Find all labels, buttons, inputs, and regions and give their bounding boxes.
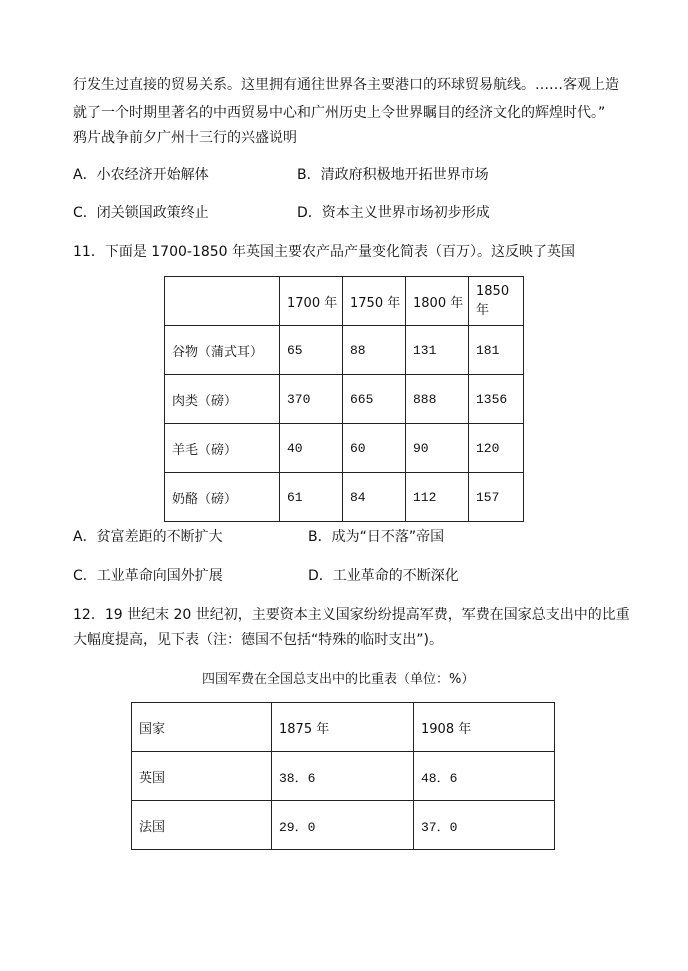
row-label: 奶酪（磅）	[165, 473, 280, 522]
table-cell: 37．0	[414, 801, 555, 850]
row-label: 肉类（磅）	[165, 375, 280, 424]
table-row	[132, 801, 555, 850]
table-cell: 65	[280, 326, 343, 375]
table-cell: 181	[469, 326, 524, 375]
intro-line-3: 鸦片战争前夕广州十三行的兴盛说明	[73, 130, 297, 146]
table-header-cell: 1850 年	[469, 277, 524, 326]
table-cell: 90	[406, 424, 469, 473]
table-row	[165, 326, 524, 375]
table-cell: 888	[406, 375, 469, 424]
table-cell: 84	[343, 473, 406, 522]
table-cell: 38．6	[272, 752, 414, 801]
table-header-cell: 1875 年	[272, 703, 414, 752]
table-cell: 131	[406, 326, 469, 375]
q11-stem: 11．下面是 1700-1850 年英国主要农产品产量变化简表（百万）。这反映了英国	[73, 244, 576, 260]
table-cell: 61	[280, 473, 343, 522]
table-cell: 48．6	[414, 752, 555, 801]
table-row	[165, 375, 524, 424]
table-cell: 157	[469, 473, 524, 522]
table-cell: 29．0	[272, 801, 414, 850]
table-header-cell: 1700 年	[280, 277, 343, 326]
q12-military-table	[131, 702, 555, 850]
row-label: 法国	[132, 801, 272, 850]
intro-line-2: 就了一个时期里著名的中西贸易中心和广州历史上令世界瞩目的经济文化的辉煌时代。”	[73, 105, 606, 121]
table-cell: 370	[280, 375, 343, 424]
table-row	[165, 424, 524, 473]
row-label: 羊毛（磅）	[165, 424, 280, 473]
q11-production-table	[164, 276, 524, 522]
table-cell: 120	[469, 424, 524, 473]
table-header-row	[165, 277, 524, 326]
table-cell: 60	[343, 424, 406, 473]
table-cell: 665	[343, 375, 406, 424]
table-cell: 1356	[469, 375, 524, 424]
intro-line-1: 行发生过直接的贸易关系。这里拥有通往世界各主要港口的环球贸易航线。……客观上造	[73, 77, 619, 93]
row-label: 英国	[132, 752, 272, 801]
table-header-cell: 国家	[132, 703, 272, 752]
table-row	[165, 473, 524, 522]
q11-option-c[interactable]: C．工业革命向国外扩展	[73, 568, 223, 584]
q12-stem-line-1: 12．19 世纪末 20 世纪初，主要资本主义国家纷纷提高军费，军费在国家总支出中的比重	[73, 607, 630, 623]
table-header-cell: 1750 年	[343, 277, 406, 326]
row-label: 谷物（蒲式耳）	[165, 326, 280, 375]
q11-option-a[interactable]: A．贫富差距的不断扩大	[73, 529, 223, 545]
table-header-cell: 1800 年	[406, 277, 469, 326]
q10-option-c[interactable]: C．闭关锁国政策终止	[73, 205, 209, 221]
q11-option-d[interactable]: D．工业革命的不断深化	[308, 568, 459, 584]
q12-table-caption: 四国军费在全国总支出中的比重表（单位：%）	[202, 672, 475, 687]
table-cell: 40	[280, 424, 343, 473]
table-header-cell: 1908 年	[414, 703, 555, 752]
table-header-cell	[165, 277, 280, 326]
q10-option-b[interactable]: B．清政府积极地开拓世界市场	[297, 167, 489, 183]
table-cell: 112	[406, 473, 469, 522]
q10-option-a[interactable]: A．小农经济开始解体	[73, 167, 209, 183]
q11-option-b[interactable]: B．成为“日不落”帝国	[308, 529, 445, 545]
q12-stem-line-2: 大幅度提高，见下表（注：德国不包括“特殊的临时支出”)。	[73, 632, 443, 648]
q10-option-d[interactable]: D．资本主义世界市场初步形成	[297, 205, 490, 221]
table-cell: 88	[343, 326, 406, 375]
table-header-row	[132, 703, 555, 752]
table-row	[132, 752, 555, 801]
